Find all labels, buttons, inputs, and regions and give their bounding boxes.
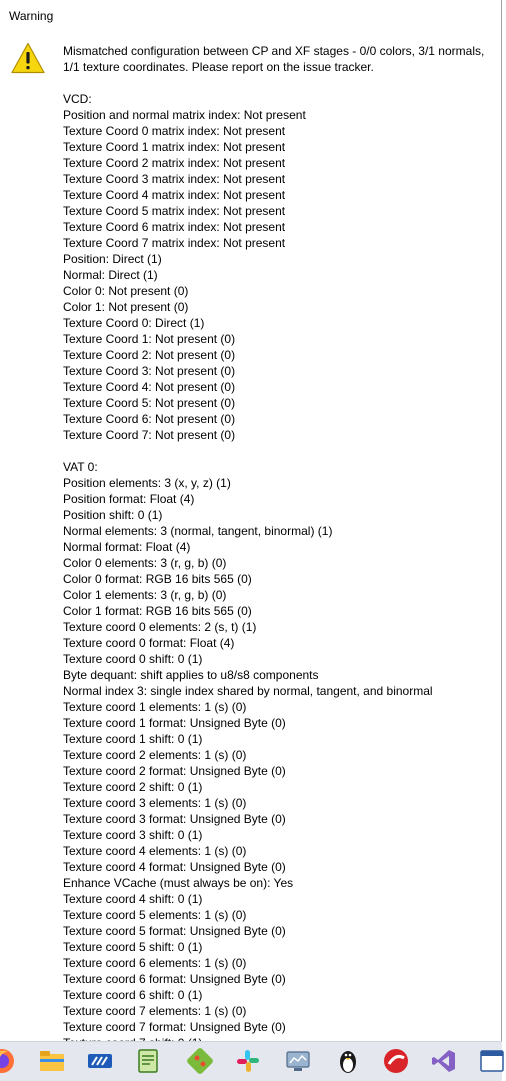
file-explorer-icon[interactable] [38,1047,66,1075]
message-line: Texture coord 2 shift: 0 (1) [63,780,203,794]
monitor-icon[interactable] [284,1047,312,1075]
title-bar[interactable] [0,0,501,32]
message-line: Normal index 3: single index shared by normal, tangent, and binormal [63,684,433,698]
message-line: Position format: Float (4) [63,492,195,506]
message-line: Mismatched configuration between CP and XF stages - 0/0 colors, 3/1 normals, [63,44,485,58]
message-line: Position and normal matrix index: Not present [63,108,306,122]
message-line: Texture coord 2 elements: 1 (s) (0) [63,748,247,762]
app-icon[interactable] [86,1047,114,1075]
message-line: Enhance VCache (must always be on): Yes [63,876,294,890]
message-line: Texture Coord 7 matrix index: Not present [63,236,286,250]
message-line: Texture coord 4 format: Unsigned Byte (0) [63,860,286,874]
message-line: Color 0 format: RGB 16 bits 565 (0) [63,572,252,586]
message-line: Texture coord 1 format: Unsigned Byte (0) [63,716,286,730]
message-line: Texture coord 5 shift: 0 (1) [63,940,203,954]
message-line: Texture coord 2 format: Unsigned Byte (0) [63,764,286,778]
linux-penguin-icon[interactable] [334,1047,362,1075]
message-line: Position shift: 0 (1) [63,508,163,522]
message-line: Normal format: Float (4) [63,540,191,554]
git-icon[interactable] [186,1047,214,1075]
message-line: Texture Coord 6 matrix index: Not present [63,220,286,234]
firefox-icon[interactable] [0,1047,16,1075]
message-line: Color 1: Not present (0) [63,300,189,314]
message-line: Color 0: Not present (0) [63,284,189,298]
message-line: Byte dequant: shift applies to u8/s8 components [63,668,319,682]
message-line: Texture Coord 0: Direct (1) [63,316,205,330]
warning-icon [11,42,45,74]
message-line: Texture Coord 3: Not present (0) [63,364,236,378]
message-spacer [63,443,493,459]
message-line: Texture coord 1 elements: 1 (s) (0) [63,700,247,714]
message-line: Texture coord 5 elements: 1 (s) (0) [63,908,247,922]
message-line: Texture coord 3 shift: 0 (1) [63,828,203,842]
message-line: Texture Coord 2: Not present (0) [63,348,236,362]
message-line: Texture coord 0 shift: 0 (1) [63,652,203,666]
notepad-icon[interactable] [134,1047,162,1075]
message-line: Color 1 format: RGB 16 bits 565 (0) [63,604,252,618]
message-line: Texture coord 6 format: Unsigned Byte (0) [63,972,286,986]
message-body [63,43,493,1051]
taskbar [0,1041,502,1081]
message-line: Position: Direct (1) [63,252,162,266]
message-line: Texture Coord 7: Not present (0) [63,428,236,442]
message-line: Position elements: 3 (x, y, z) (1) [63,476,231,490]
message-line: Texture Coord 4: Not present (0) [63,380,236,394]
message-line: Texture Coord 3 matrix index: Not present [63,172,286,186]
message-line: Texture Coord 0 matrix index: Not present [63,124,286,138]
slack-icon[interactable] [234,1047,262,1075]
red-app-icon[interactable] [382,1047,410,1075]
message-line: Normal: Direct (1) [63,268,158,282]
message-line: Texture coord 0 format: Float (4) [63,636,235,650]
message-line: Texture Coord 4 matrix index: Not present [63,188,286,202]
message-line: Texture Coord 1 matrix index: Not present [63,140,286,154]
message-line: Texture coord 6 shift: 0 (1) [63,988,203,1002]
message-line: Texture Coord 5 matrix index: Not present [63,204,286,218]
window-app-icon[interactable] [478,1047,506,1075]
message-line: Texture coord 4 shift: 0 (1) [63,892,203,906]
message-line: VAT 0: [63,460,98,474]
message-line: Texture coord 5 format: Unsigned Byte (0) [63,924,286,938]
message-line: Texture coord 0 elements: 2 (s, t) (1) [63,620,257,634]
message-line: Color 1 elements: 3 (r, g, b) (0) [63,588,227,602]
message-line: 1/1 texture coordinates. Please report on the issue tracker. [63,60,374,74]
message-line: Texture coord 6 elements: 1 (s) (0) [63,956,247,970]
message-line: Texture Coord 5: Not present (0) [63,396,236,410]
message-line: Texture Coord 2 matrix index: Not present [63,156,286,170]
message-spacer [63,75,493,91]
message-line: Texture coord 7 elements: 1 (s) (0) [63,1004,247,1018]
message-line: Texture coord 4 elements: 1 (s) (0) [63,844,247,858]
message-line: Texture coord 3 elements: 1 (s) (0) [63,796,247,810]
visual-studio-icon[interactable] [430,1047,458,1075]
message-line: Texture Coord 6: Not present (0) [63,412,236,426]
message-line: Color 0 elements: 3 (r, g, b) (0) [63,556,227,570]
message-line: Texture coord 7 format: Unsigned Byte (0) [63,1020,286,1034]
message-line: Texture coord 1 shift: 0 (1) [63,732,203,746]
message-line: Texture Coord 1: Not present (0) [63,332,236,346]
message-line: Texture coord 3 format: Unsigned Byte (0) [63,812,286,826]
window-title: Warning [9,9,54,23]
message-line: VCD: [63,92,92,106]
message-line: Normal elements: 3 (normal, tangent, binormal) (1) [63,524,333,538]
